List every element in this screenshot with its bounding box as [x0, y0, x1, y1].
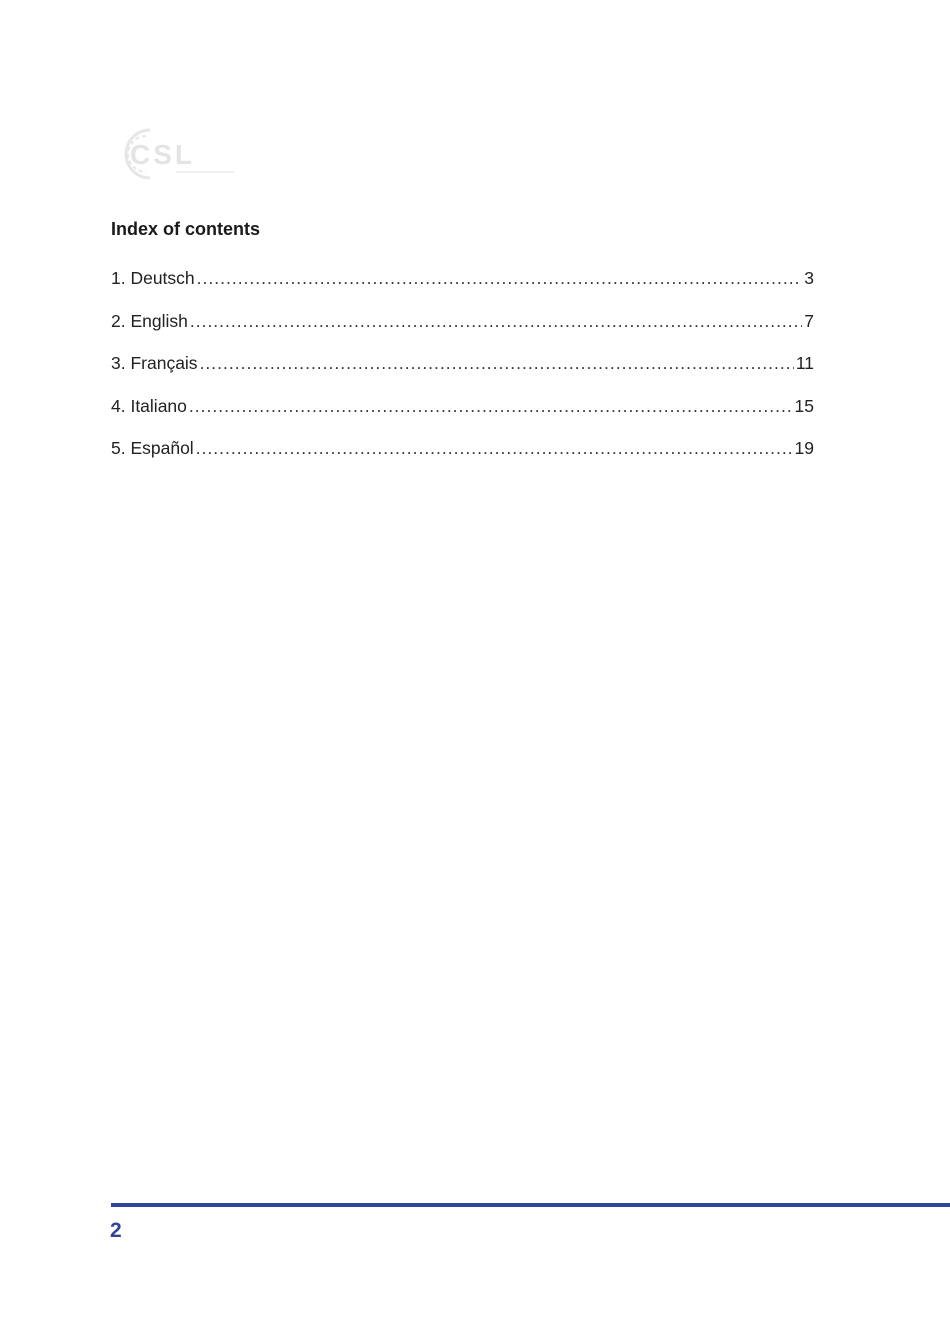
toc-entry-english[interactable] — [111, 311, 814, 354]
toc-leader-dots — [200, 353, 794, 374]
csl-logo — [116, 122, 238, 184]
toc-entry-page: 11 — [795, 353, 814, 374]
toc-entry-page: 7 — [804, 310, 814, 331]
toc-list — [111, 268, 814, 481]
toc-leader-dots — [197, 268, 803, 289]
toc-entry-label: 3. Français — [111, 353, 198, 374]
footer-rule — [111, 1203, 950, 1207]
toc-entry-page: 3 — [804, 268, 814, 288]
toc-entry-francais[interactable] — [111, 353, 814, 396]
toc-entry-page: 15 — [794, 395, 814, 416]
toc-leader-dots — [196, 438, 793, 459]
toc-entry-deutsch[interactable] — [111, 268, 814, 311]
csl-logo-mark — [116, 122, 238, 184]
toc-entry-espanol[interactable] — [111, 438, 814, 481]
toc-entry-label: 2. English — [111, 310, 188, 331]
toc-leader-dots — [189, 396, 793, 417]
toc-entry-page: 19 — [794, 438, 814, 459]
toc-entry-label: 1. Deutsch — [111, 268, 195, 288]
toc-entry-label: 5. Español — [111, 438, 194, 459]
svg-text:CSL: CSL — [130, 139, 195, 170]
toc-entry-italiano[interactable] — [111, 396, 814, 439]
toc-heading: Index of contents — [111, 219, 261, 239]
toc-entry-label: 4. Italiano — [111, 395, 187, 416]
page-number: 2 — [110, 1219, 122, 1242]
toc-leader-dots — [190, 311, 802, 332]
